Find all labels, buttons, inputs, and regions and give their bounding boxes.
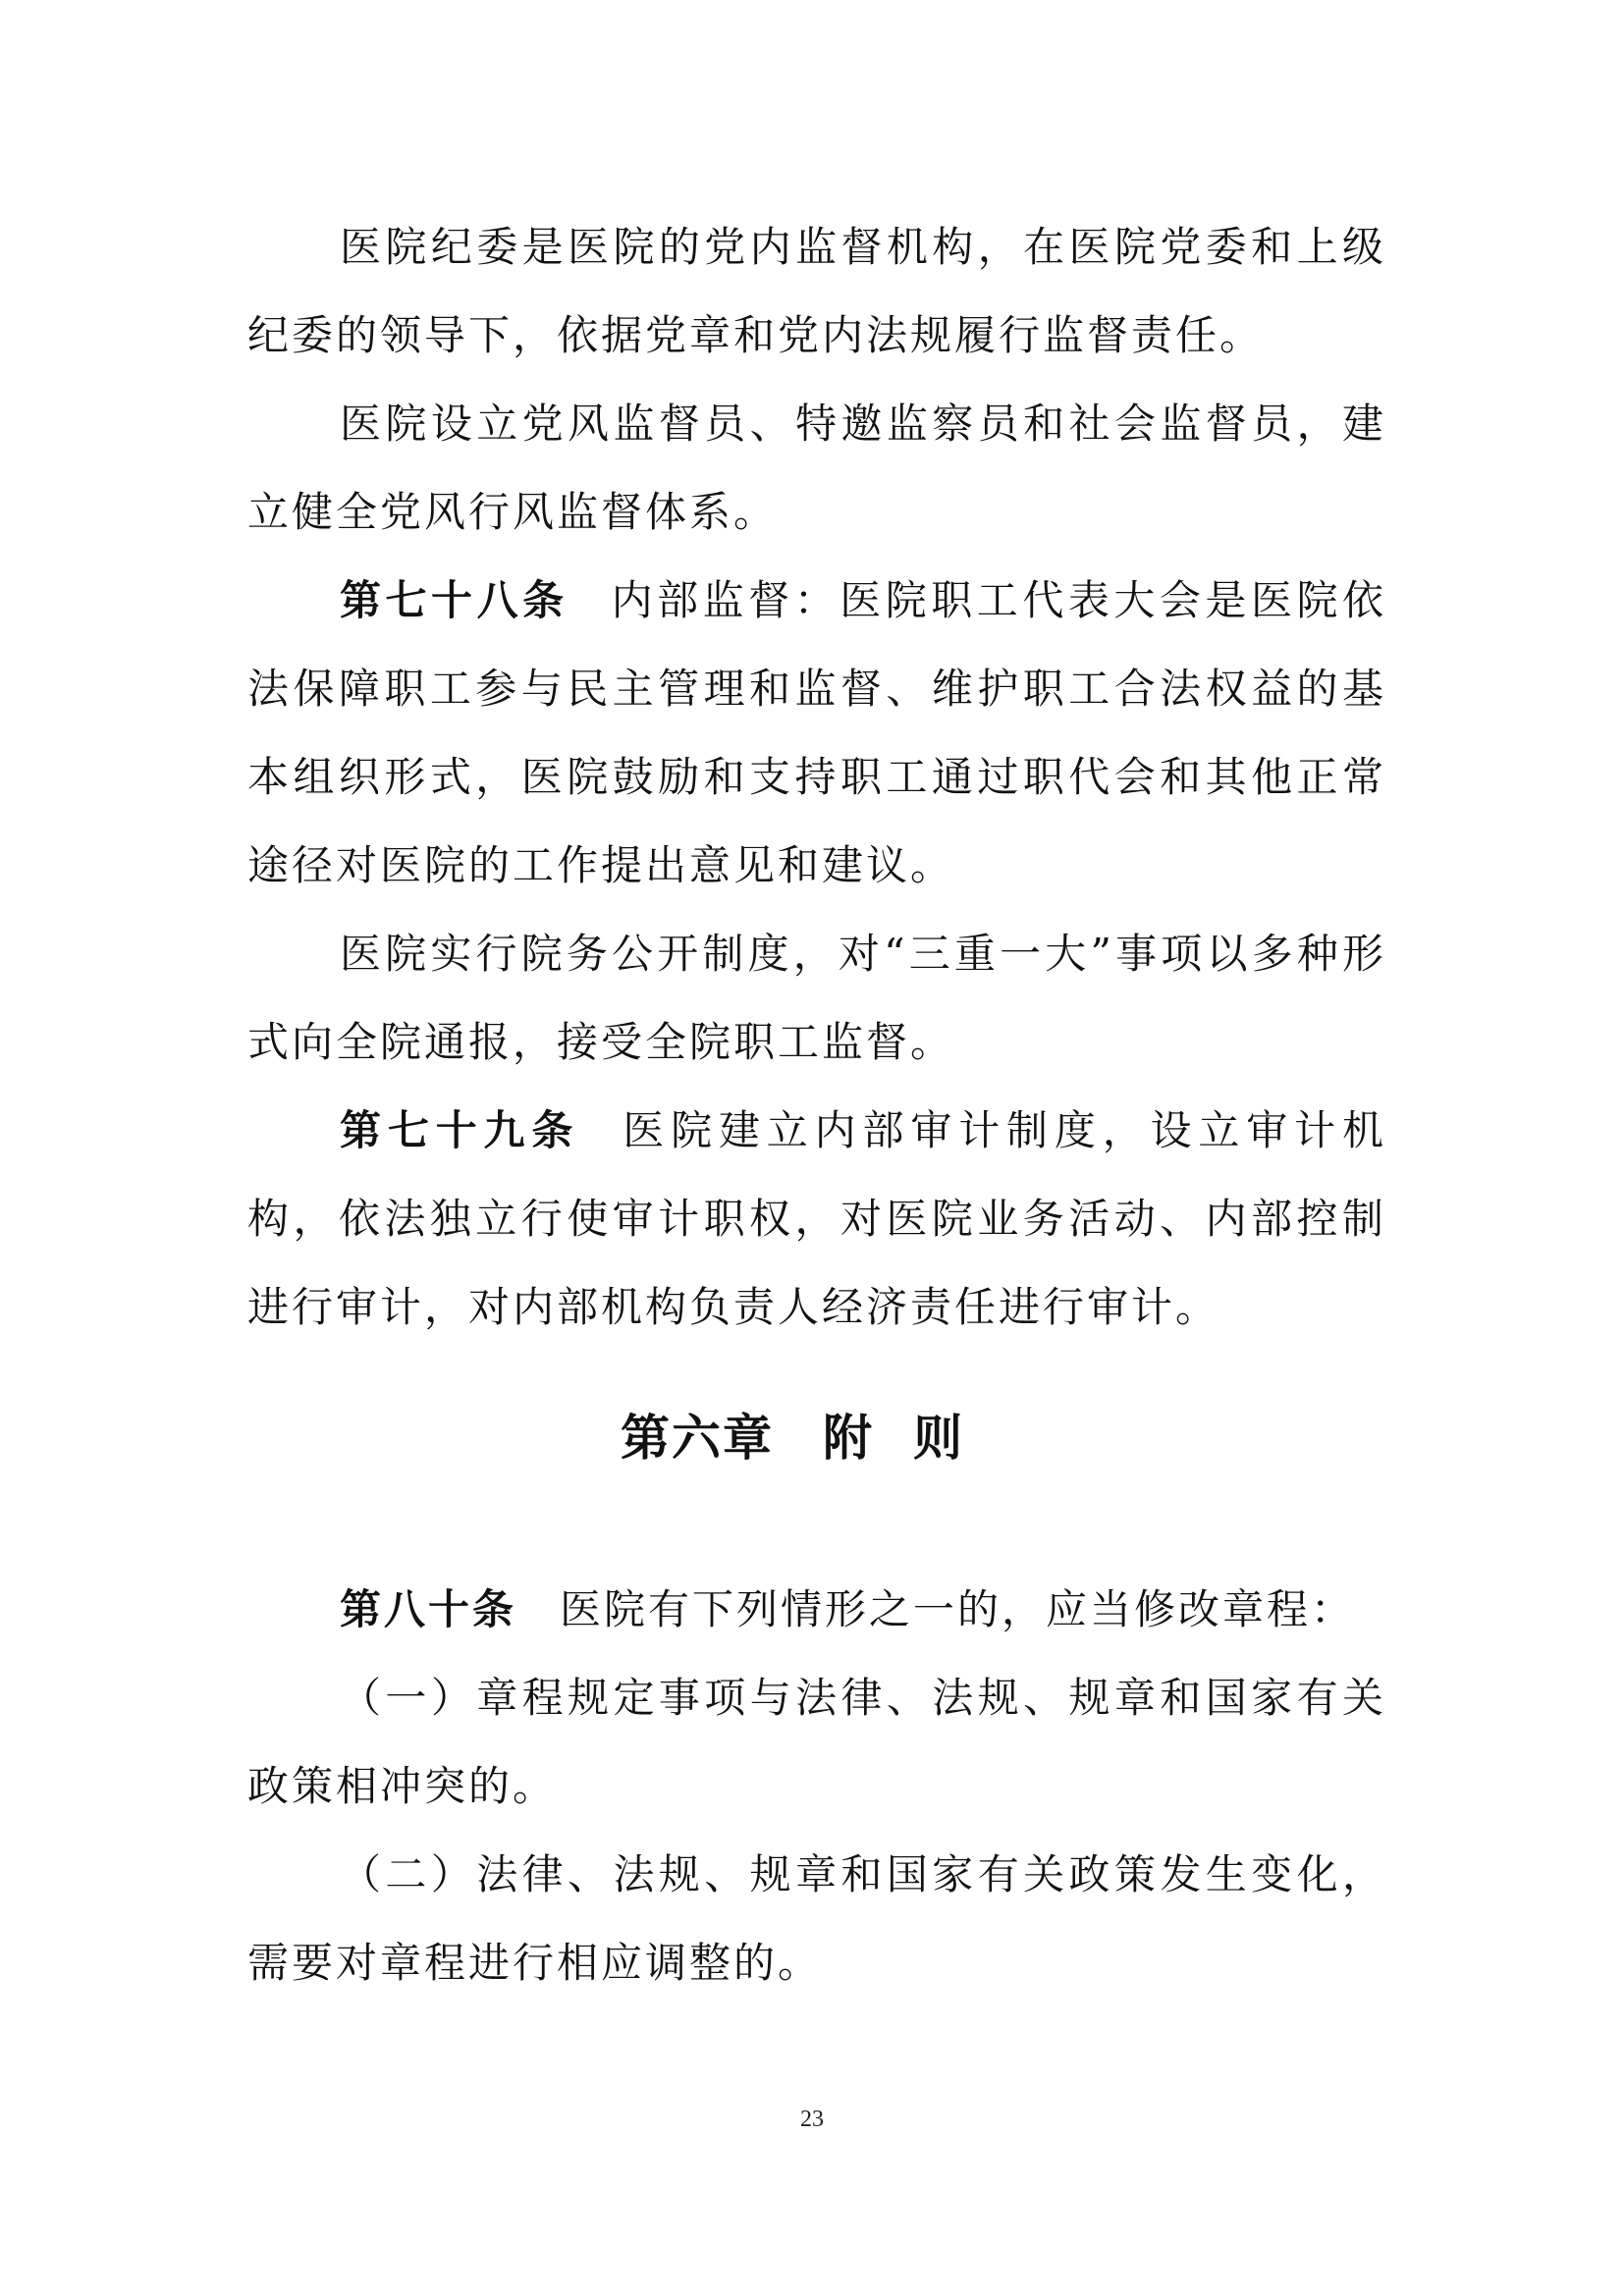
- chapter-number: 第六章: [621, 1410, 774, 1467]
- paragraph-hospital-affairs-disclosure: 医院实行院务公开制度，对“三重一大”事项以多种形式向全院通报，接受全院职工监督。: [247, 930, 1386, 1066]
- body-text-section-1: [247, 203, 1386, 1352]
- article-80: [247, 1566, 1386, 1654]
- paragraph-supervisors: 医院设立党风监督员、特邀监察员和社会监督员，建立健全党风行风监督体系。: [247, 400, 1386, 536]
- body-text-section-2: [247, 1566, 1386, 2007]
- article-78: [247, 557, 1386, 910]
- page-number: 23: [800, 2107, 824, 2132]
- article-79: [247, 1087, 1386, 1352]
- article-78-number: 第七十八条: [340, 576, 568, 624]
- article-78-text: 内部监督：医院职工代表大会是医院依法保障职工参与民主管理和监督、维护职工合法权益的基本组织形式，医院鼓励和支持职工通过职代会和其他正常途径对医院的工作提出意见和建议。: [247, 576, 1386, 889]
- article-79-text: 医院建立内部审计制度，设立审计机构，依法独立行使审计职权，对医院业务活动、内部控制进行审计，对内部机构负责人经济责任进行审计。: [247, 1106, 1386, 1331]
- article-80-number: 第八十条: [340, 1585, 517, 1633]
- article-80-text: 医院有下列情形之一的，应当修改章程：: [560, 1585, 1356, 1633]
- chapter-title: 附则: [823, 1410, 1003, 1467]
- list-item-1: （一）章程规定事项与法律、法规、规章和国家有关政策相冲突的。: [247, 1674, 1386, 1810]
- article-79-number: 第七十九条: [340, 1106, 580, 1154]
- chapter-heading: [0, 1399, 1624, 1469]
- paragraph-discipline-committee: 医院纪委是医院的党内监督机构，在医院党委和上级纪委的领导下，依据党章和党内法规履行监督责任。: [247, 223, 1386, 359]
- list-item-2: （二）法律、法规、规章和国家有关政策发生变化，需要对章程进行相应调整的。: [247, 1850, 1386, 1987]
